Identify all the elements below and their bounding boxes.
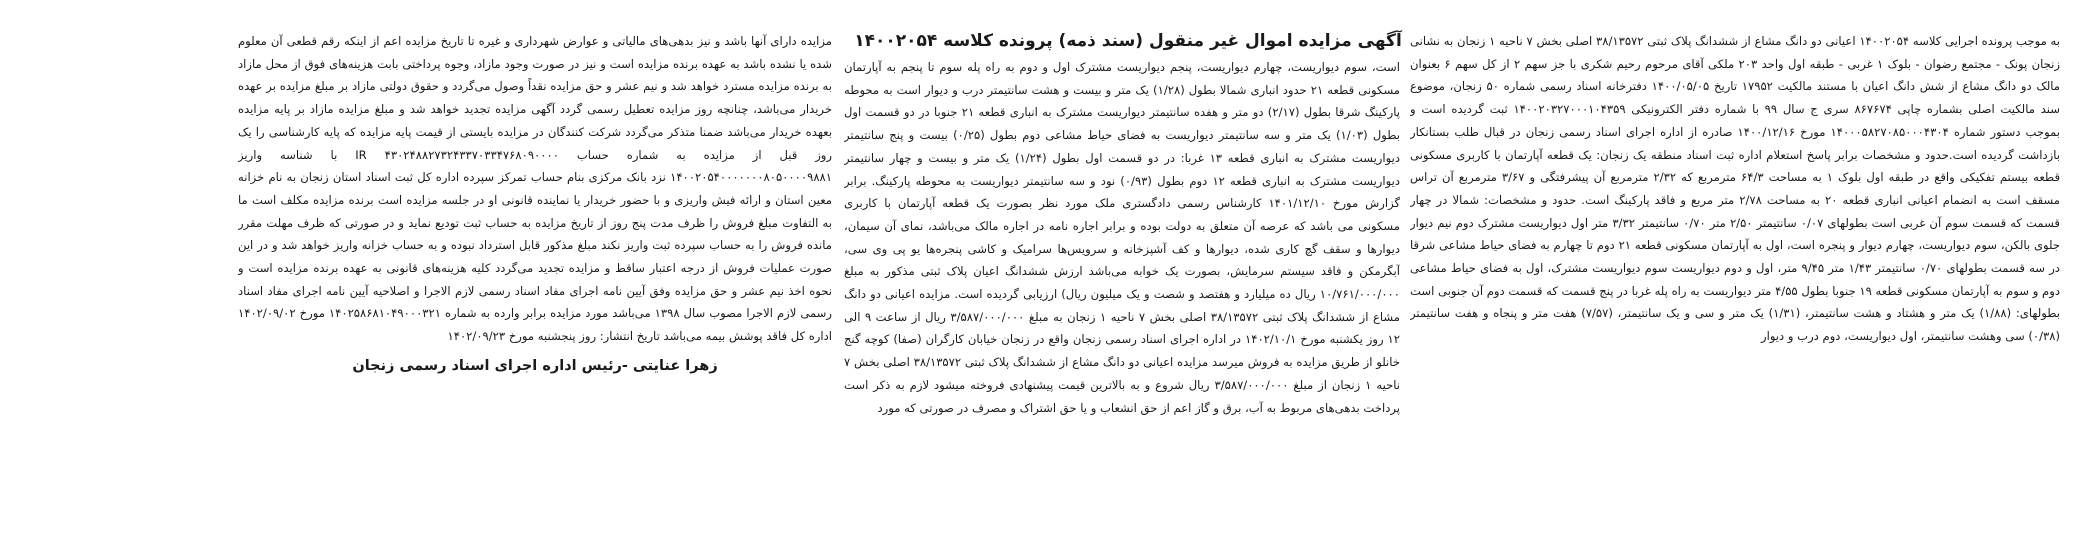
notice-paragraph: به موجب پرونده اجرایی کلاسه ۱۴۰۰۲۰۵۴ اعیانی دو دانگ مشاع از ششدانگ پلاک ثبتی ۳۸/۱۳۵۷۲ اصلی بخش ۷ ناحیه ۱ زنجان به نشانی زنجان پونک - مجتمع رضوان - بلوک ۱ غربی - طبقه اول واحد ۲۰۳ ملکی آقای مرحوم رحیم شکری با جز سهم ۲ از کل سهم ۶ بعنوان مالک دو دانگ مشاع از شش دانگ اعیان با مستند مالکیت ۱۷۹۵۲ تاریخ ۱۴۰۰/۰۵/۰۵ دفترخانه اسناد رسمی شماره ۵۰ زنجان، موضوع سند مالکیت اصلی بشماره چاپی ۸۶۷۶۷۴ سری ج سال ۹۹ با شماره دفتر الکترونیکی ۱۴۰۰۲۰۳۲۷۰۰۰۱۰۴۳۵۹ ثبت گردیده است و بموجب دستور شماره ۱۴۰۰۰۵۸۲۷۰۸۵۰۰۰۴۳۰۴ مورخ ۱۴۰۰/۱۲/۱۶ صادره از اداره اجرای اسناد رسمی زنجان در قبال طلب بستانکار بازداشت گردیده است.حدود و مشخصات برابر پاسخ استعلام اداره ثبت اسناد منطقه یک زنجان: یک قطعه آپارتمان با کاربری مسکونی قطعه بیستم تفکیکی واقع در طبقه اول بلوک ۱ به مساحت ۶۴/۳ مترمربع که ۲/۳۲ مترمربع آن پیشرفتگی و ۳/۶۷ مترمربع آن تراس مسقف است به انضمام اعیانی انباری قطعه ۲۰ به مساحت ۲/۷۸ متر مربع و فاقد پارکینگ است. حدود و مشخصات: شمالا در چهار قسمت که قسمت سوم آن غربی است بطولهای ۰/۰۷ سانتیمتر ۲/۵۰ متر ۰/۷۰ سانتیمتر ۳/۳۲ متر اول دیواریست مشترک دوم نیم دیوار جلوی بالکن، سوم دیواریست، چهارم دیوار و پنجره است، اول به آپارتمان مسکونی قطعه ۲۱ دوم تا چهارم به فضای حیاط مشاعی شرقا در سه قسمت بطولهای ۰/۷۰ سانتیمتر ۱/۴۳ متر ۹/۴۵ متر، اول و دوم دیواریست سوم دیواریست مشترک، اول به فضای حیاط مشاعی دوم و سوم به آپارتمان مسکونی قطعه ۱۹ جنوبا بطول ۴/۵۵ متر دیواریست به راه پله غربا در پنج قسمت که قسمت دوم آن جنوبی است بطولهای: (۱/۸۸) یک متر و هشتاد و هشت سانتیمتر، (۱/۳۱) یک متر و سی و یک سانتیمتر، (۷/۵۷) هفت متر و پنجاه و هفت سانتیمتر (۰/۳۸) سی وهشت سانتیمتر، اول دیواریست، دوم درب و دیوار <box>1410 34 2060 344</box>
notice-column-middle <box>844 56 1400 455</box>
auction-notice <box>238 30 2060 455</box>
notice-paragraph: است، سوم دیواریست، چهارم دیواریست، پنجم دیواریست مشترک اول و دوم به راه پله سوم تا پنجم به آپارتمان مسکونی قطعه ۲۱ حدود انباری شمالا بطول (۱/۲۸) یک متر و بیست و هشت سانتیمتر درب و دیوار است به محوطه پارکینگ شرقا بطول (۲/۱۷) دو متر و هفده سانتیمتر دیواریست مشترک به انباری قطعه ۲۱ جنوبا در دو قسمت اول بطول (۱/۰۳) یک متر و سه سانتیمتر دیواریست به فضای حیاط مشاعی دوم بطول (۰/۲۵) بیست و پنج سانتیمتر دیواریست مشترک به انباری قطعه ۱۳ غربا: در دو قسمت اول بطول (۱/۲۴) یک متر و بیست و چهار سانتیمتر دیواریست مشترک به انباری قطعه ۱۲ دوم بطول (۰/۹۳) نود و سه سانتیمتر دیواریست به محوطه پارکینگ. برابر گزارش مورخ ۱۴۰۱/۱۲/۱۰ کارشناس رسمی دادگستری ملک مورد نظر بصورت یک قطعه آپارتمان با کاربری مسکونی می باشد که عرصه آن متعلق به دولت بوده و برابر اجاره نامه در اجاره مالک می‌باشد، نمای آن سیمان، دیوارها و سقف گچ کاری شده، دیوارها و کف آشپزخانه و سرویس‌ها سرامیک و کاشی پنجره‌ها یو پی وی سی، آبگرمکن و فاقد سیستم سرمایش، بصورت یک خوابه می‌باشد ارزش ششدانگ اعیان پلاک ثبتی مذکور به مبلغ ۱۰/۷۶۱/۰۰۰/۰۰۰ ریال ده میلیارد و هفتصد و شصت و یک میلیون ریال) ارزیابی گردیده است. مزایده اعیانی دو دانگ مشاع از ششدانگ پلاک ثبتی ۳۸/۱۳۵۷۲ اصلی بخش ۷ ناحیه ۱ زنجان به مبلغ ۳/۵۸۷/۰۰۰/۰۰۰ ریال از ساعت ۹ الی ۱۲ روز یکشنبه مورخ ۱۴۰۲/۱۰/۱ در اداره اجرای اسناد رسمی زنجان واقع در زنجان خیابان کارگران (صفا) کوچه گنج خانلو از طریق مزایده به فروش میرسد مزایده اعیانی دو دانگ مشاع از ششدانگ پلاک ثبتی ۳۸/۱۳۵۷۲ اصلی بخش ۷ ناحیه ۱ زنجان از مبلغ ۳/۵۸۷/۰۰۰/۰۰۰ ریال شروع و به بالاترین قیمت پیشنهادی فروخته میشود لازم به ذکر است پرداخت بدهی‌های مربوط به آب، برق و گاز اعم از حق انشعاب و یا حق اشتراک و مصرف در صورتی که مورد <box>844 60 1400 415</box>
notice-paragraph: مزایده دارای آنها باشد و نیز بدهی‌های مالیاتی و عوارض شهرداری و غیره تا تاریخ مزایده اعم از اینکه رقم قطعی آن معلوم شده یا نشده باشد به عهده برنده مزایده است و نیز در صورت وجود مازاد، وجوه پرداختی بابت هزینه‌های فوق از محل مازاد به برنده مزایده مسترد خواهد شد و نیم عشر و حق مزایده نقداً وصول می‌گردد و حقوق دولتی مازاد بر مبلغ مزایده بر عهده خریدار می‌باشد، چنانچه روز مزایده تعطیل رسمی گردد آگهی مزایده تجدید خواهد شد و مبلغ مزایده مازاد بر پایه مزایده بعهده خریدار می‌باشد ضمنا متذکر می‌گردد شرکت کنندگان در مزایده بایستی از قیمت پایه مزایده که پایه کارشناسی را یک روز قبل از مزایده به شماره حساب ۴۳۰۲۴۸۸۲۷۳۲۴۳۳۷۰۳۳۴۷۶۸۰۹۰۰۰۰ IR با شناسه واریز ۱۴۰۰۲۰۵۴۰۰۰۰۰۰۰۸۰۵۰۰۰۰۹۸۸۱ نزد بانک مرکزی بنام حساب تمرکز سپرده اداره کل ثبت اسناد استان زنجان به نام خزانه معین استان و ارائه فیش واریزی و با حضور خریدار یا نماینده قانونی او در جلسه مزایده است برنده مزایده مکلف است ما به التفاوت مبلغ فروش را ظرف مدت پنج روز از تاریخ مزایده به حساب ثبت تودیع نماید و در صورتی که ظرف مهلت مقرر مانده فروش را به حساب سپرده ثبت واریز نکند مبلغ مذکور قابل استرداد نبوده و به حساب خزانه واریز خواهد شد و در این صورت عملیات فروش از درجه اعتبار ساقط و مزایده تجدید می‌گردد کلیه هزینه‌های قانونی به عهده برنده مزایده است و نحوه اخذ نیم عشر و حق مزایده وفق آیین نامه اجرای مفاد اسناد رسمی لازم الاجرا و اصلاحیه آیین نامه اجرای مفاد اسناد رسمی لازم الاجرا مصوب سال ۱۳۹۸ می‌باشد مورد مزایده برابر وارده به شماره ۱۴۰۲۵۸۶۸۱۰۴۹۰۰۰۳۲۱ مورخ ۱۴۰۲/۰۹/۰۲ اداره کل فاقد پوشش بیمه می‌باشد تاریخ انتشار: روز پنجشنبه مورخ ۱۴۰۲/۰۹/۲۳ <box>238 34 832 344</box>
notice-column-right <box>1410 30 2060 455</box>
notice-column-left <box>238 30 832 455</box>
signature-line: زهرا عنایتی -رئیس اداره اجرای اسناد رسمی زنجان <box>352 357 718 374</box>
notice-title: آگهی مزایده اموال غیر منقول (سند ذمه) پرونده کلاسه ۱۴۰۰۲۰۵۴ <box>854 31 1402 51</box>
